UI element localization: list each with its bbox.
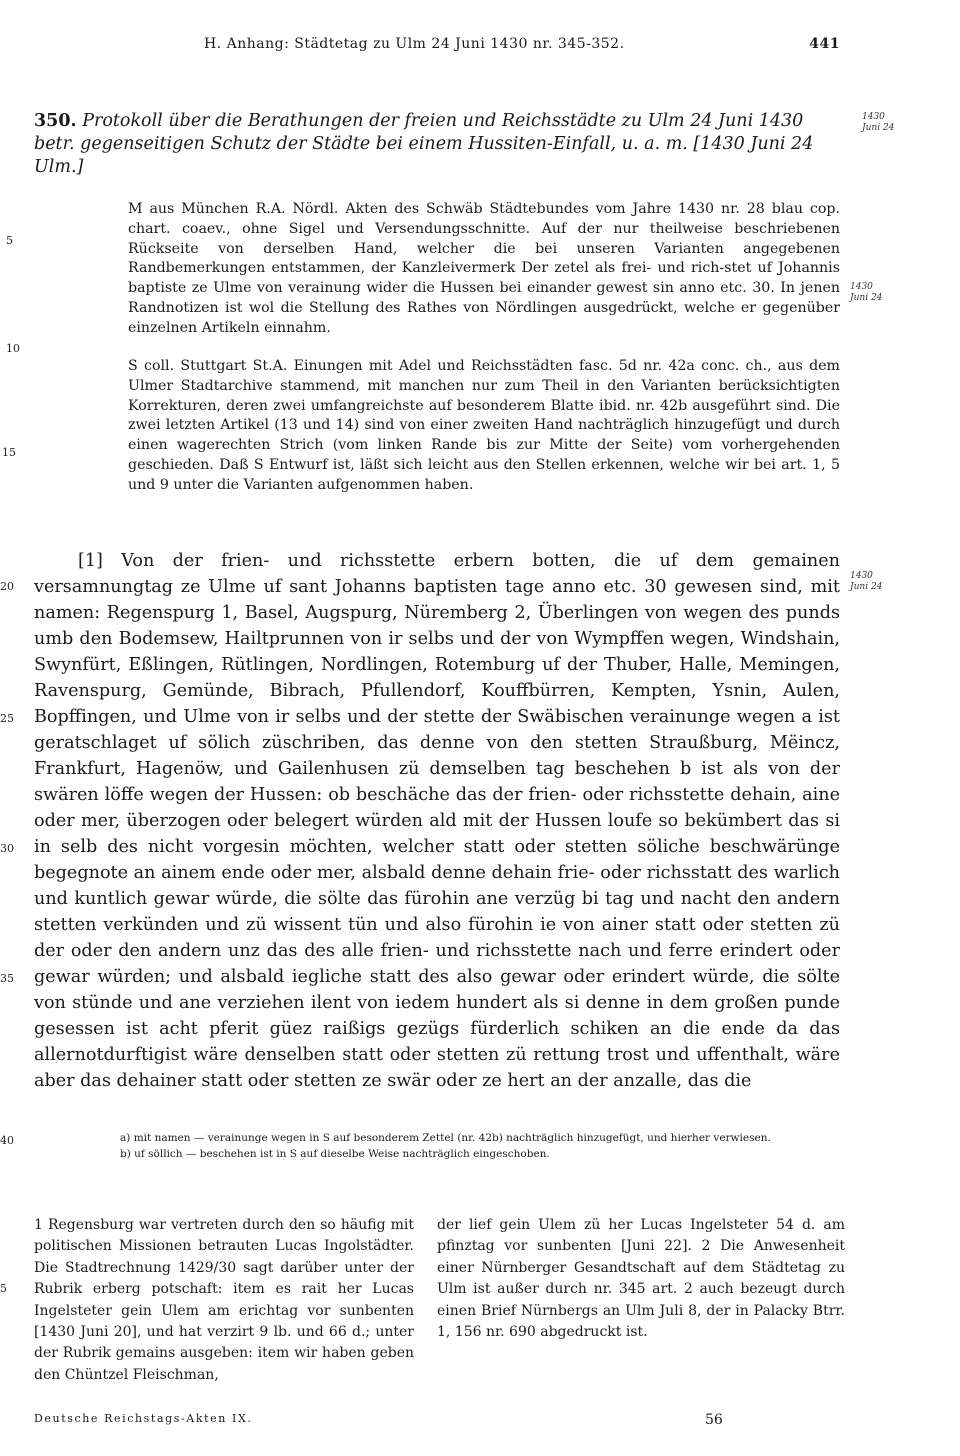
header-title: H. Anhang: Städtetag zu Ulm 24 Juni 1430 nr. 345-352.: [204, 36, 625, 52]
document-number: 350.: [34, 111, 77, 131]
article-1: [1] Von der frien- und richsstette erbern botten, die uf dem gemainen versamnungtag ze Ulme uf sant Johanns baptisten tage anno etc. 30 gewesen sind, mit namen: Regenspurg 1, Basel, Augspurg, Nüremberg 2, Überlingen von wegen des punds umb den Bodemsew, Hailtprunnen von ir selbs und der von Wympffen wegen, Windshain, Swynfürt, Eßlingen, Rütlingen, Nordlingen, Rotemburg uf der Thuber, Halle, Memingen, Ravenspurg, Gemünde, Bibrach, Pfullendorf, Kouffbürren, Kempten, Ysnin, Aulen, Bopffingen, und Ulme von ir selbs und der stette der Swäbischen verainunge wegen a ist geratschlaget uf sölich züschriben, das denne von den stetten Straußburg, Mëincz, Frankfurt, Hagenöw, und Gailenhusen zü demselben tag beschehen b ist als von der swären löffe wegen der Hussen: ob beschäche das der frien- oder richsstette dehain, aine oder mer, überzogen oder belegert würden ald mit der Hussen loufe so bekümbert das si in selb des nicht vorgesin möchten, welcher statt oder stetten söliche beschwärünge begegnote an ainem ende oder mer, alsbald denne dehain frie- oder richsstatt des warlich und kuntlich gewar würde, die sölte das fürohin ane verzüg bi tag und nacht den andern stetten verkünden und zü wissent tün und also fürohin ie von ainer statt oder stetten zü der oder den andern unz das des alle frien- und richsstette nach und ferre erindert oder gewar würden; und alsbald iegliche statt des also gewar oder erindert würde, die sölte von stünde und ane verziehen ilent von iedem hundert als si denne in dem großen punde gesessen ist acht pferit güez raißigs gezügs fürderlich schiken an die ende da das allernotdurftigist wäre denselben statt oder stetten zü rettung trost und uffenthalt, wäre aber das dehainer statt oder stetten ze swär oder ze hert an der anzalle, das die: [34, 551, 840, 1091]
source-paragraph-stuttgart: S coll. Stuttgart St.A. Einungen mit Adel und Reichsstädten fasc. 5d nr. 42a conc. ch., aus dem Ulmer Stadtarchive stammend, mit manchen nur zum Theil in den Varianten berücksichtigten Korrekturen, deren zwei umfangreichste auf besonderem Blatte ibid. nr. 42b ausgeführt sind. Die zwei letzten Artikel (13 und 14) sind von einer zweiten Hand nachträglich hinzugefügt und durch einen wagerechten Strich (vom linken Rande bis zur Mitte der Seite) vom vorhergehenden geschieden. Daß S Entwurf ist, läßt sich leicht aus den Stellen erkennen, welche wir bei art. 1, 5 und 9 unter die Varianten aufgenommen haben.: [128, 358, 840, 493]
margin-date: 1430 Juni 24: [862, 112, 895, 133]
footnote-left-column: [34, 1215, 414, 1386]
line-number: 30: [0, 842, 14, 855]
source-description: [128, 200, 840, 339]
document-heading: [34, 110, 846, 179]
line-number: 5: [6, 234, 13, 247]
footer-series: Deutsche Reichstags-Akten IX.: [34, 1412, 253, 1425]
variant-b: b) uf söllich — beschehen ist in S auf dieselbe Weise nachträglich eingeschoben.: [120, 1148, 550, 1160]
critical-apparatus: [120, 1130, 850, 1162]
document-title: Protokoll über die Berathungen der freien und Reichsstädte zu Ulm 24 Juni 1430 betr. gegenseitigen Schutz der Städte bei einem Hussiten-Einfall, u. a. m. [1430 Juni 24 Ulm.]: [34, 111, 814, 177]
variant-a: a) mit namen — verainunge wegen in S auf besonderem Zettel (nr. 42b) nachträglich hinzugefügt, und hierher verwiesen.: [120, 1132, 771, 1144]
footnote-1: 1 Regensburg war vertreten durch den so häufig mit politischen Missionen betrauten Lucas Ingolstädter. Die Stadtrechnung 1429/30 sagt darüber unter der Rubrik erberg potschaft: item es rait her Lucas Ingelsteter gein Ulem am erichtag vor sunbenten [1430 Juni 20], und hat verzirt 9 lb. und 66 d.; unter der Rubrik gemains ausgeben: item wir haben geben den Chüntzel Fleischman,: [34, 1217, 414, 1383]
source-paragraph-munich: M aus München R.A. Nördl. Akten des Schwäb Städtebundes vom Jahre 1430 nr. 28 blau cop. chart. coaev., ohne Sigel und Versendungsschnitte. Auf der nur theilweise beschriebenen Rückseite von derselben Hand, welcher die bei unseren Varianten angegebenen Randbemerkungen entstammen, der Kanzleivermerk Der zetel als frei- und rich-stet uf Johannis baptiste ze Ulme von verainung wider die Hussen bei einander gewest sin anno etc. 30. In jenen Randnotizen ist wol die Stellung des Rathes von Nördlingen ausgedrückt, welche er gegenüber einzelnen Artikeln einnahm.: [128, 201, 840, 336]
source-description-stuttgart: [128, 357, 840, 496]
line-number: 25: [0, 712, 14, 725]
footnote-2: der lief gein Ulem zü her Lucas Ingelsteter 54 d. am pfinztag vor sunbenten [Juni 22]. 2 Die Anwesenheit einer Nürnberger Gesandtschaft auf dem Städtetag zu Ulm ist außer durch nr. 345 art. 2 auch bezeugt durch einen Brief Nürnbergs an Ulm Juli 8, der in Palacky Btrr. 1, 156 nr. 690 abgedruckt ist.: [437, 1217, 845, 1341]
line-number: 40: [0, 1134, 14, 1147]
main-text: [34, 548, 840, 1094]
line-number: 20: [0, 580, 14, 593]
margin-date: 1430 Juni 24: [850, 571, 883, 592]
line-number: 10: [6, 342, 20, 355]
footer-sheet-number: 56: [705, 1412, 723, 1428]
line-number: 5: [0, 1282, 7, 1295]
footnote-right-column: [437, 1215, 845, 1343]
margin-date: 1430 Juni 24: [850, 282, 883, 303]
line-number: 15: [2, 446, 16, 459]
page-number: 441: [809, 36, 840, 52]
line-number: 35: [0, 972, 14, 985]
